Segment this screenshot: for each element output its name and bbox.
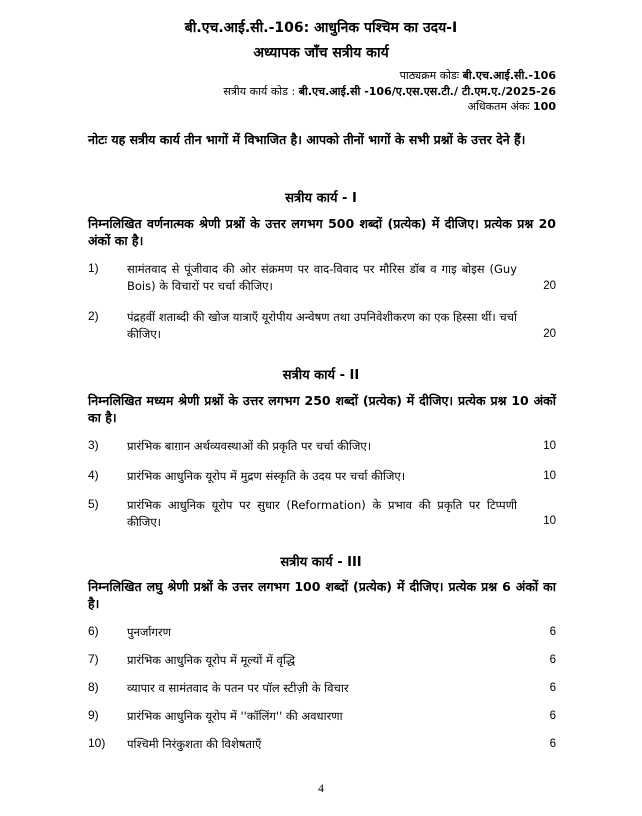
question-marks: 6 bbox=[549, 654, 556, 666]
question-marks: 6 bbox=[549, 626, 556, 638]
document-subtitle: अध्यापक जाँच सत्रीय कार्य bbox=[253, 45, 389, 61]
question-marks: 20 bbox=[543, 328, 556, 340]
question-text: प्रारंभिक बाग़ान अर्थव्यवस्थाओं की प्रकृति पर चर्चा कीजिए। bbox=[127, 439, 372, 453]
question-text: पंद्रहवीं शताब्दी की खोज यात्राएँ यूरोपीय अन्वेषण तथा उपनिवेशीकरण का एक हिस्सा थीं। चर्चा कीजिए। bbox=[127, 310, 517, 341]
section-instruction: निम्नलिखित लघु श्रेणी प्रश्नों के उत्तर लगभग 100 शब्दों (प्रत्येक) में दीजिए। प्रत्येक प्रश्न 6 अंकों का है। bbox=[88, 579, 556, 611]
question-number: 3) bbox=[88, 438, 99, 452]
question bbox=[88, 261, 556, 295]
question bbox=[88, 309, 556, 343]
question-number: 10) bbox=[88, 736, 106, 750]
question-text: सामंतवाद से पूंजीवाद की ओर संक्रमण पर वाद-विवाद पर मौरिस डॉब व गाइ बोइस (Guy Bois) के विचारों पर चर्चा कीजिए। bbox=[127, 262, 517, 293]
question-marks: 6 bbox=[549, 710, 556, 722]
question-text: पुनर्जागरण bbox=[127, 625, 171, 639]
max-marks bbox=[468, 99, 556, 114]
section-title: सत्रीय कार्य - III bbox=[280, 555, 362, 570]
question-text: पश्चिमी निरंकुशता की विशेषताएँ bbox=[127, 737, 262, 751]
question-text: प्रारंभिक आधुनिक यूरोप पर सुधार (Reformation) के प्रभाव की प्रकृति पर टिप्पणी कीजिए। bbox=[127, 498, 517, 529]
question-number: 9) bbox=[88, 708, 99, 722]
max-marks-value: 100 bbox=[533, 100, 556, 113]
question-number: 6) bbox=[88, 624, 99, 638]
assignment-code bbox=[223, 84, 556, 99]
question-text: प्रारंभिक आधुनिक यूरोप में ''कॉलिंग'' की अवधारणा bbox=[127, 709, 343, 723]
question-text: प्रारंभिक आधुनिक यूरोप में मूल्यों में वृद्धि bbox=[127, 653, 296, 667]
document-title: बी.एच.आई.सी.-106: आधुनिक पश्चिम का उदय-I bbox=[184, 20, 458, 36]
section-instruction: निम्नलिखित वर्णनात्मक श्रेणी प्रश्नों के उत्तर लगभग 500 शब्दों (प्रत्येक) में दीजिए। प्रत्येक प्रश्न 20 अंकों का है। bbox=[88, 216, 556, 248]
assignment-code-label: सत्रीय कार्य कोड : bbox=[223, 85, 296, 98]
course-code-value: बी.एच.आई.सी.-106 bbox=[462, 69, 556, 82]
note: नोटः यह सत्रीय कार्य तीन भागों में विभाजित है। आपको तीनों भागों के सभी प्रश्नों के उत्तर देने हैं। bbox=[88, 132, 526, 147]
question-marks: 6 bbox=[549, 682, 556, 694]
question-number: 1) bbox=[88, 261, 99, 275]
section-instruction: निम्नलिखित मध्यम श्रेणी प्रश्नों के उत्तर लगभग 250 शब्दों (प्रत्येक) में दीजिए। प्रत्येक प्रश्न 10 अंकों का है। bbox=[88, 393, 556, 425]
assignment-code-value: बी.एच.आई.सी -106/ए.एस.एस.टी./ टी.एम.ए./2025-26 bbox=[298, 85, 556, 98]
question-marks: 10 bbox=[543, 515, 556, 527]
question-text: प्रारंभिक आधुनिक यूरोप में मुद्रण संस्कृति के उदय पर चर्चा कीजिए। bbox=[127, 469, 406, 483]
question-marks: 6 bbox=[549, 738, 556, 750]
max-marks-label: अधिकतम अंकः bbox=[467, 100, 530, 113]
course-code-label: पाठ्यक्रम कोडः bbox=[399, 69, 460, 82]
question-number: 5) bbox=[88, 497, 99, 511]
question-text: व्यापार व सामंतवाद के पतन पर पॉल स्टीज़ी के विचार bbox=[127, 681, 349, 695]
course-code bbox=[400, 68, 556, 83]
question-number: 4) bbox=[88, 468, 99, 482]
question-number: 8) bbox=[88, 680, 99, 694]
page-number: 4 bbox=[318, 781, 324, 795]
section-title: सत्रीय कार्य - II bbox=[282, 368, 360, 383]
section-title: सत्रीय कार्य - I bbox=[285, 191, 357, 206]
question-marks: 10 bbox=[543, 470, 556, 482]
question-marks: 20 bbox=[543, 280, 556, 292]
question-marks: 10 bbox=[543, 440, 556, 452]
question-number: 7) bbox=[88, 652, 99, 666]
question-number: 2) bbox=[88, 309, 99, 323]
